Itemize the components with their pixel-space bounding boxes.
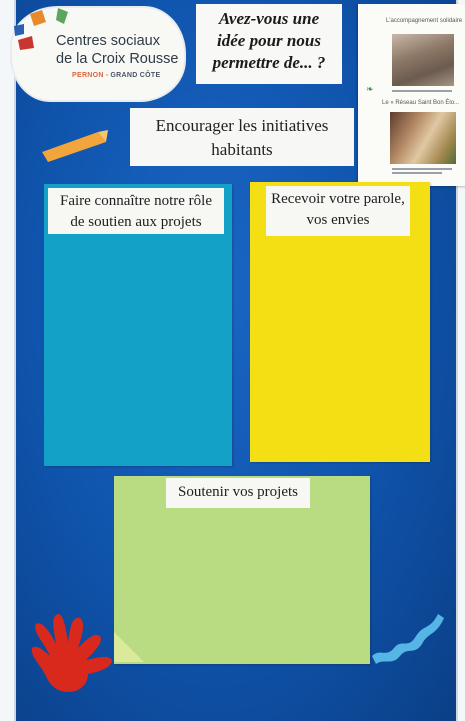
main-heading — [130, 108, 354, 166]
green-label-text: Soutenir vos projets — [178, 484, 298, 500]
blue-label-line-1: Faire connaître notre rôle — [59, 193, 212, 209]
yellow-label-line-1: Recevoir votre parole, — [271, 191, 405, 207]
paper-hand-cutout — [26, 606, 118, 694]
poster-caption-2: Le « Réseau Saint Bon Élo... — [382, 100, 460, 106]
logo-tag-separator: - — [105, 72, 109, 79]
poster-photo-1 — [392, 34, 454, 86]
logo-title — [56, 32, 179, 68]
folded-corner — [114, 632, 148, 666]
paper-crayon-decoration — [40, 130, 110, 164]
question-line-1: Avez-vous une — [218, 9, 320, 28]
poster-text-line — [392, 90, 452, 92]
logo — [12, 8, 184, 100]
blue-label-line-2: de soutien aux projets — [70, 214, 202, 230]
poster-text-line — [392, 168, 452, 170]
photo-poster — [358, 4, 465, 186]
poster-text-line — [392, 172, 442, 174]
paper-ribbon-decoration — [368, 596, 448, 666]
heading-line-1: Encourager les initiatives — [155, 116, 329, 135]
logo-line-1: Centres sociaux — [56, 33, 160, 49]
logo-tagline — [72, 72, 160, 79]
heading-line-2: habitants — [211, 140, 273, 159]
green-sheet-label — [166, 478, 310, 508]
yellow-sheet-label — [266, 186, 410, 236]
yellow-label-line-2: vos envies — [306, 212, 370, 228]
question-line-3: permettre de... ? — [212, 53, 326, 72]
question-line-2: idée pour nous — [217, 31, 321, 50]
blue-sheet-label — [48, 188, 224, 234]
logo-tag-right: GRAND CÔTE — [110, 72, 161, 79]
question-sign — [196, 4, 342, 84]
logo-tag-left: PERNON — [72, 72, 104, 79]
poster-caption-1: L'accompagnement solidaire — [386, 18, 463, 24]
small-leaf-icon: ❧ — [366, 84, 374, 94]
logo-line-2: de la Croix Rousse — [56, 51, 179, 67]
poster-photo-2 — [390, 112, 456, 164]
